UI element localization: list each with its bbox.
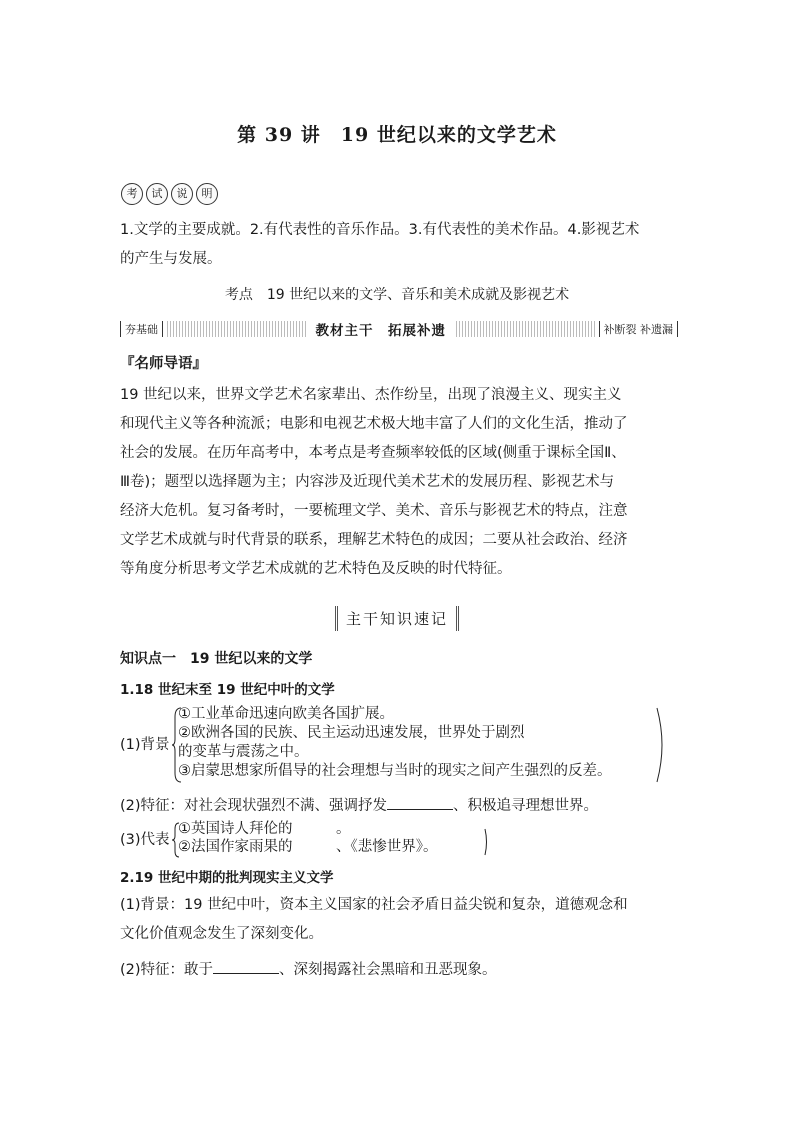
feature2-line (120, 958, 497, 979)
background2-line: (1)背景：19 世纪中叶，资本主义国家的社会矛盾日益尖锐和复杂，道德观念和 (120, 897, 628, 913)
intro-line: 的产生与发展。 (120, 251, 222, 267)
representative-item: ①英国诗人拜伦的 。 (178, 821, 351, 837)
background-items (178, 705, 612, 781)
lead-line: 等角度分析思考文学艺术成就的艺术特色及反映的时代特征。 (120, 561, 512, 577)
background-item: ①工业革命迅速向欧美各国扩展。 (178, 706, 394, 722)
badge-char: 考 (121, 183, 143, 205)
representative-label: (3)代表 (120, 832, 170, 848)
right-brace-icon (656, 707, 664, 783)
kaodian-heading: 考点 19 世纪以来的文学、音乐和美术成就及影视艺术 (224, 287, 570, 303)
section-title (0, 606, 794, 631)
knowledge-heading: 知识点一 19 世纪以来的文学 (120, 651, 313, 667)
bar-fill (456, 321, 595, 337)
section-bar (120, 318, 678, 340)
representative-item: ②法国作家雨果的 、《悲惨世界》。 (178, 839, 438, 855)
lead-line: Ⅲ卷)；题型以选择题为主；内容涉及近现代美术艺术的发展历程、影视艺术与 (120, 474, 615, 490)
intro-line: 1.文学的主要成就。2.有代表性的音乐作品。3.有代表性的美术作品。4.影视艺术 (120, 222, 640, 238)
badge-char: 说 (171, 183, 193, 205)
lead-line: 和现代主义等各种流派；电影和电视艺术极大地丰富了人们的文化生活，推动了 (120, 416, 628, 432)
feature-text: (2)特征：对社会现状强烈不满、强调抒发 (120, 798, 388, 814)
background-item: ③启蒙思想家所倡导的社会理想与当时的现实之间产生强烈的反差。 (178, 763, 612, 779)
background2-paragraph (120, 891, 676, 949)
bar-right-label: 补断裂 补遗漏 (599, 321, 679, 337)
section-title-text: 主干知识速记 (335, 606, 459, 631)
bar-fill (167, 321, 306, 337)
lead-line: 19 世纪以来，世界文学艺术名家辈出、杰作纷呈，出现了浪漫主义、现实主义 (120, 387, 622, 403)
page-title: 第 39 讲 19 世纪以来的文学艺术 (237, 124, 557, 146)
sub-heading: 2.19 世纪中期的批判现实主义文学 (120, 870, 334, 886)
feature2-text: (2)特征：敢于 (120, 962, 214, 978)
background-brace-group (120, 705, 680, 785)
background-item: ②欧洲各国的民族、民主运动迅速发展，世界处于剧烈 (178, 725, 525, 741)
bar-left-label: 夯基础 (120, 321, 163, 337)
representative-brace-group (120, 820, 500, 860)
lead-title: 『名师导语』 (120, 356, 207, 372)
lead-line: 社会的发展。在历年高考中，本考点是考查频率较低的区域(侧重于课标全国Ⅱ、 (120, 445, 626, 461)
lead-paragraph (120, 381, 676, 584)
background-label: (1)背景 (120, 737, 170, 753)
background-item: 的变革与震荡之中。 (178, 744, 309, 760)
right-brace-icon (484, 828, 490, 856)
badge-char: 试 (146, 183, 168, 205)
feature-text-end: 、积极追寻理想世界。 (453, 798, 599, 814)
badge-char: 明 (196, 183, 218, 205)
intro-paragraph (120, 216, 676, 274)
sub-heading: 1.18 世纪末至 19 世纪中叶的文学 (120, 682, 335, 698)
answer-blank[interactable] (387, 795, 453, 810)
lead-line: 经济大危机。复习备考时，一要梳理文学、美术、音乐与影视艺术的特点，注意 (120, 503, 628, 519)
exam-badge (121, 183, 221, 204)
bar-center-label: 教材主干 拓展补遗 (315, 323, 446, 339)
representative-items (178, 820, 438, 856)
answer-blank[interactable] (213, 959, 279, 974)
feature-line (120, 794, 598, 815)
feature2-text-end: 、深刻揭露社会黑暗和丑恶现象。 (279, 962, 497, 978)
background2-line: 文化价值观念发生了深刻变化。 (120, 926, 323, 942)
lead-line: 文学艺术成就与时代背景的联系，理解艺术特色的成因；二要从社会政治、经济 (120, 532, 628, 548)
